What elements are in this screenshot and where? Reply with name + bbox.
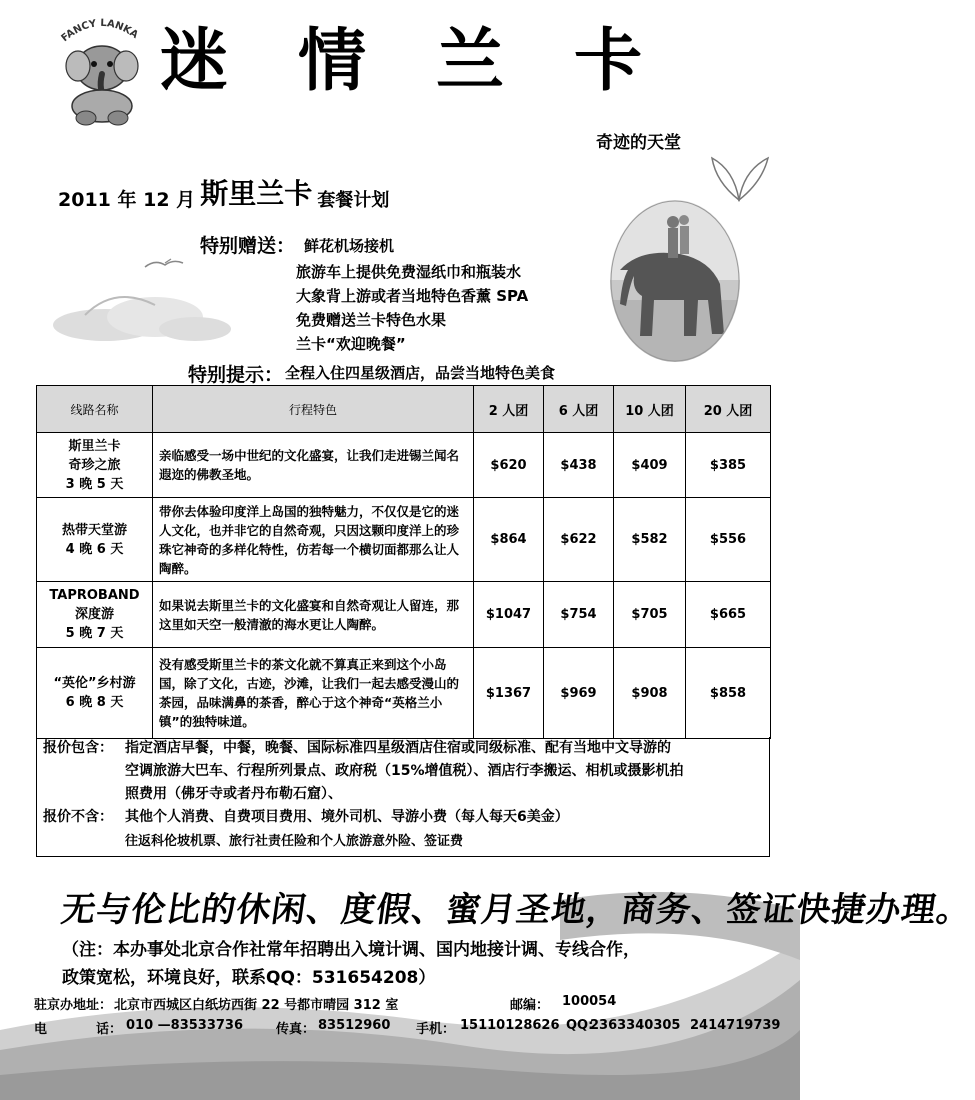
price-cell: $908 (614, 648, 686, 739)
header-feature: 行程特色 (153, 386, 474, 433)
price-cell: $556 (686, 498, 771, 582)
mobile-number: 15110128626 (460, 1018, 560, 1033)
gift-item-5: 兰卡“欢迎晚餐” (296, 335, 406, 353)
clouds-bird-illustration (45, 255, 235, 355)
price-cell: $665 (686, 582, 771, 648)
excluded-line-2: 往返科伦坡机票、旅行社责任险和个人旅游意外险、签证费 (125, 834, 464, 849)
table-row (37, 648, 771, 739)
plan-date: 2011 年 12 月 (58, 189, 196, 211)
header-price-10: 10 人团 (614, 386, 686, 433)
elephant-photo (610, 200, 740, 362)
tour-price-table (36, 385, 771, 739)
phone-label-1: 电 (34, 1022, 48, 1037)
route-name: “英伦”乡村游 6 晚 8 天 (37, 648, 153, 739)
svg-text:FANCY LANKA (60, 18, 141, 44)
included-line-2: 空调旅游大巴车、行程所列景点、政府税（15%增值税）、酒店行李搬运、相机或摄影机拍 (125, 763, 684, 779)
plan-heading (58, 172, 389, 212)
qq-label: QQ: (566, 1018, 594, 1033)
address-label: 驻京办地址： (34, 998, 113, 1013)
price-cell: $969 (544, 648, 614, 739)
price-notes (36, 737, 770, 857)
qq-number-2: 2414719739 (690, 1018, 781, 1033)
recruit-line-1: （注：本办事处北京合作社常年招聘出入境计调、国内地接计调、专线合作， (62, 940, 640, 960)
recruit-line-2: 政策宽松，环境良好，联系QQ：531654208） (62, 968, 436, 988)
postcode-label: 邮编： (510, 998, 550, 1013)
phone-label-2: 话： (96, 1022, 123, 1037)
route-feature: 如果说去斯里兰卡的文化盛宴和自然奇观让人留连，那这里如天空一般清澈的海水更让人陶醉。 (153, 582, 474, 648)
leaf-ornament-icon (706, 152, 772, 204)
included-label: 报价包含： (43, 740, 113, 756)
gift-label: 特别赠送： (200, 235, 296, 257)
route-name: TAPROBAND 深度游 5 晚 7 天 (37, 582, 153, 648)
mobile-label: 手机： (416, 1022, 456, 1037)
header-price-6: 6 人团 (544, 386, 614, 433)
phone-number: 010 —83533736 (126, 1018, 244, 1033)
price-cell: $864 (474, 498, 544, 582)
price-cell: $385 (686, 433, 771, 498)
tip-label: 特别提示： (188, 364, 284, 386)
table-row (37, 582, 771, 648)
price-cell: $582 (614, 498, 686, 582)
route-name: 斯里兰卡 奇珍之旅 3 晚 5 天 (37, 433, 153, 498)
qq-number: 2363340305 (590, 1018, 681, 1033)
header-route: 线路名称 (37, 386, 153, 433)
postcode: 100054 (562, 994, 617, 1009)
table-header-row (37, 386, 771, 433)
slogan: 奇迹的天堂 (596, 133, 681, 153)
fax-label: 传真： (276, 1022, 316, 1037)
header-price-20: 20 人团 (686, 386, 771, 433)
route-name: 热带天堂游 4 晚 6 天 (37, 498, 153, 582)
route-feature: 没有感受斯里兰卡的茶文化就不算真正来到这个小岛国，除了文化，古迹，沙滩，让我们一起去感受漫山的茶园，品味满鼻的茶香，醉心于这个神奇“英格兰小镇”的独特味道。 (153, 648, 474, 739)
table-row (37, 433, 771, 498)
tip-text: 全程入住四星级酒店，品尝当地特色美食 (285, 364, 556, 382)
price-cell: $622 (544, 498, 614, 582)
fax-number: 83512960 (318, 1018, 391, 1033)
table-row (37, 498, 771, 582)
gift-item-3: 大象背上游或者当地特色香薰 SPA (296, 287, 529, 305)
price-cell: $705 (614, 582, 686, 648)
route-feature: 亲临感受一场中世纪的文化盛宴，让我们走进锡兰闻名遐迩的佛教圣地。 (153, 433, 474, 498)
price-cell: $620 (474, 433, 544, 498)
address: 北京市西城区白纸坊西街 22 号都市晴园 312 室 (114, 998, 399, 1013)
price-cell: $1367 (474, 648, 544, 739)
title-char-4: 卡 (574, 22, 713, 101)
included-line-1: 指定酒店早餐，中餐，晚餐、国际标准四星级酒店住宿或同级标准、配有当地中文导游的 (125, 740, 671, 756)
title-char-2: 情 (298, 22, 437, 101)
price-cell: $438 (544, 433, 614, 498)
excluded-label: 报价不含： (43, 809, 113, 825)
title-char-1: 迷 (160, 22, 299, 101)
gift-item-2: 旅游车上提供免费湿纸巾和瓶装水 (296, 263, 522, 281)
banner-slogan: 无与伦比的休闲、度假、蜜月圣地，商务、签证快捷办理。 (58, 890, 975, 930)
page-title (160, 22, 712, 102)
route-feature: 带你去体验印度洋上岛国的独特魅力，不仅仅是它的迷人文化，也并非它的自然奇观，只因这颗印度洋上的珍珠它神奇的多样化特性，仿若每一个横切面都那么让人陶醉。 (153, 498, 474, 582)
price-cell: $1047 (474, 582, 544, 648)
excluded-line-1: 其他个人消费、自费项目费用、境外司机、导游小费（每人每天6美金） (125, 809, 569, 825)
header-price-2: 2 人团 (474, 386, 544, 433)
plan-destination: 斯里兰卡 (200, 177, 313, 210)
gift-item-1: 鲜花机场接机 (304, 237, 395, 255)
price-cell: $409 (614, 433, 686, 498)
logo-text: FANCY LANKA (59, 17, 140, 45)
price-cell: $858 (686, 648, 771, 739)
elephant-logo (52, 10, 152, 128)
title-char-3: 兰 (436, 22, 575, 101)
gift-item-4: 免费赠送兰卡特色水果 (296, 311, 447, 329)
included-line-3: 照费用（佛牙寺或者丹布勒石窟）、 (125, 786, 342, 802)
plan-suffix: 套餐计划 (317, 190, 390, 211)
price-cell: $754 (544, 582, 614, 648)
